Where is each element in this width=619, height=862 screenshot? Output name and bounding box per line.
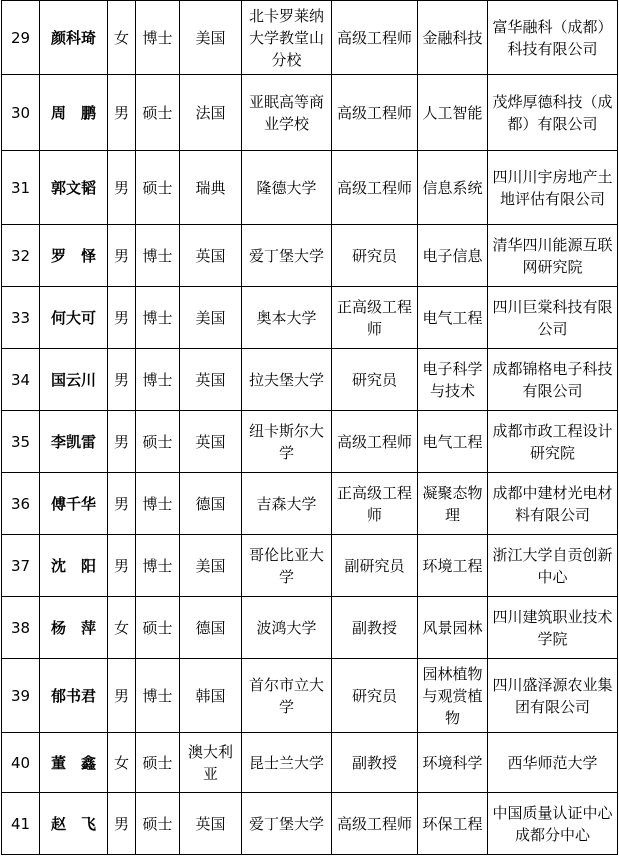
employer: 四川建筑职业技术学院 <box>488 597 618 659</box>
job-title: 高级工程师 <box>332 1 418 75</box>
degree: 博士 <box>136 1 180 75</box>
row-number: 29 <box>2 1 40 75</box>
person-name: 国云川 <box>40 349 108 411</box>
school: 吉森大学 <box>242 473 332 535</box>
employer: 中国质量认证中心成都分中心 <box>488 793 618 855</box>
row-number: 41 <box>2 793 40 855</box>
school: 爱丁堡大学 <box>242 225 332 287</box>
table-row <box>2 733 618 793</box>
job-title: 正高级工程师 <box>332 287 418 349</box>
degree: 博士 <box>136 349 180 411</box>
row-number: 31 <box>2 151 40 225</box>
degree: 博士 <box>136 225 180 287</box>
row-number: 39 <box>2 659 40 733</box>
person-name: 赵 飞 <box>40 793 108 855</box>
country: 美国 <box>180 535 242 597</box>
degree: 博士 <box>136 473 180 535</box>
table-row <box>2 1 618 75</box>
field: 电气工程 <box>418 287 488 349</box>
school: 隆德大学 <box>242 151 332 225</box>
school: 哥伦比亚大学 <box>242 535 332 597</box>
gender: 男 <box>108 287 136 349</box>
field: 环保工程 <box>418 793 488 855</box>
table-row <box>2 597 618 659</box>
person-name: 周 鹏 <box>40 75 108 151</box>
row-number: 34 <box>2 349 40 411</box>
job-title: 研究员 <box>332 659 418 733</box>
country: 英国 <box>180 225 242 287</box>
employer: 成都市政工程设计研究院 <box>488 411 618 473</box>
employer: 四川川宇房地产土地评估有限公司 <box>488 151 618 225</box>
person-name: 郭文韬 <box>40 151 108 225</box>
person-name: 傅千华 <box>40 473 108 535</box>
job-title: 研究员 <box>332 225 418 287</box>
gender: 女 <box>108 733 136 793</box>
field: 环境科学 <box>418 733 488 793</box>
table-row <box>2 411 618 473</box>
gender: 男 <box>108 793 136 855</box>
gender: 男 <box>108 225 136 287</box>
person-name: 沈 阳 <box>40 535 108 597</box>
employer: 茂烨厚德科技（成都）有限公司 <box>488 75 618 151</box>
field: 电子信息 <box>418 225 488 287</box>
gender: 男 <box>108 349 136 411</box>
field: 风景园林 <box>418 597 488 659</box>
country: 法国 <box>180 75 242 151</box>
degree: 硕士 <box>136 733 180 793</box>
job-title: 副研究员 <box>332 535 418 597</box>
school: 奥本大学 <box>242 287 332 349</box>
country: 德国 <box>180 597 242 659</box>
country: 澳大利亚 <box>180 733 242 793</box>
table-row <box>2 349 618 411</box>
job-title: 副教授 <box>332 733 418 793</box>
table-row <box>2 659 618 733</box>
country: 德国 <box>180 473 242 535</box>
job-title: 正高级工程师 <box>332 473 418 535</box>
job-title: 高级工程师 <box>332 75 418 151</box>
row-number: 40 <box>2 733 40 793</box>
gender: 男 <box>108 151 136 225</box>
gender: 男 <box>108 473 136 535</box>
degree: 硕士 <box>136 151 180 225</box>
person-name: 颜科琦 <box>40 1 108 75</box>
country: 瑞典 <box>180 151 242 225</box>
employer: 四川巨棠科技有限公司 <box>488 287 618 349</box>
gender: 男 <box>108 411 136 473</box>
table-row <box>2 287 618 349</box>
school: 亚眠高等商业学校 <box>242 75 332 151</box>
table-body <box>2 1 618 855</box>
field: 电气工程 <box>418 411 488 473</box>
job-title: 副教授 <box>332 597 418 659</box>
person-name: 李凯雷 <box>40 411 108 473</box>
row-number: 32 <box>2 225 40 287</box>
degree: 硕士 <box>136 597 180 659</box>
gender: 男 <box>108 535 136 597</box>
gender: 男 <box>108 659 136 733</box>
field: 人工智能 <box>418 75 488 151</box>
job-title: 高级工程师 <box>332 151 418 225</box>
school: 纽卡斯尔大学 <box>242 411 332 473</box>
degree: 博士 <box>136 659 180 733</box>
degree: 博士 <box>136 535 180 597</box>
row-number: 38 <box>2 597 40 659</box>
degree: 硕士 <box>136 411 180 473</box>
gender: 男 <box>108 75 136 151</box>
school: 拉夫堡大学 <box>242 349 332 411</box>
row-number: 30 <box>2 75 40 151</box>
person-name: 董 鑫 <box>40 733 108 793</box>
degree: 硕士 <box>136 793 180 855</box>
employer: 清华四川能源互联网研究院 <box>488 225 618 287</box>
field: 环境工程 <box>418 535 488 597</box>
job-title: 高级工程师 <box>332 793 418 855</box>
country: 英国 <box>180 349 242 411</box>
country: 美国 <box>180 1 242 75</box>
degree: 硕士 <box>136 75 180 151</box>
employer: 富华融科（成都）科技有限公司 <box>488 1 618 75</box>
employer: 成都锦格电子科技有限公司 <box>488 349 618 411</box>
row-number: 37 <box>2 535 40 597</box>
table-row <box>2 151 618 225</box>
person-name: 杨 萍 <box>40 597 108 659</box>
country: 韩国 <box>180 659 242 733</box>
school: 北卡罗莱纳大学教堂山分校 <box>242 1 332 75</box>
school: 爱丁堡大学 <box>242 793 332 855</box>
field: 凝聚态物理 <box>418 473 488 535</box>
country: 美国 <box>180 287 242 349</box>
employer: 成都中建材光电材料有限公司 <box>488 473 618 535</box>
gender: 女 <box>108 597 136 659</box>
talent-table <box>1 0 618 855</box>
person-name: 何大可 <box>40 287 108 349</box>
table-row <box>2 75 618 151</box>
table-row <box>2 473 618 535</box>
row-number: 36 <box>2 473 40 535</box>
country: 英国 <box>180 411 242 473</box>
table-row <box>2 225 618 287</box>
degree: 博士 <box>136 287 180 349</box>
table-row <box>2 793 618 855</box>
job-title: 研究员 <box>332 349 418 411</box>
employer: 浙江大学自贡创新中心 <box>488 535 618 597</box>
field: 金融科技 <box>418 1 488 75</box>
school: 首尔市立大学 <box>242 659 332 733</box>
school: 昆士兰大学 <box>242 733 332 793</box>
table-row <box>2 535 618 597</box>
country: 英国 <box>180 793 242 855</box>
gender: 女 <box>108 1 136 75</box>
field: 信息系统 <box>418 151 488 225</box>
person-name: 郁书君 <box>40 659 108 733</box>
job-title: 高级工程师 <box>332 411 418 473</box>
row-number: 35 <box>2 411 40 473</box>
person-name: 罗 怿 <box>40 225 108 287</box>
school: 波鸿大学 <box>242 597 332 659</box>
field: 电子科学与技术 <box>418 349 488 411</box>
field: 园林植物与观赏植物 <box>418 659 488 733</box>
row-number: 33 <box>2 287 40 349</box>
employer: 西华师范大学 <box>488 733 618 793</box>
employer: 四川盛泽源农业集团有限公司 <box>488 659 618 733</box>
